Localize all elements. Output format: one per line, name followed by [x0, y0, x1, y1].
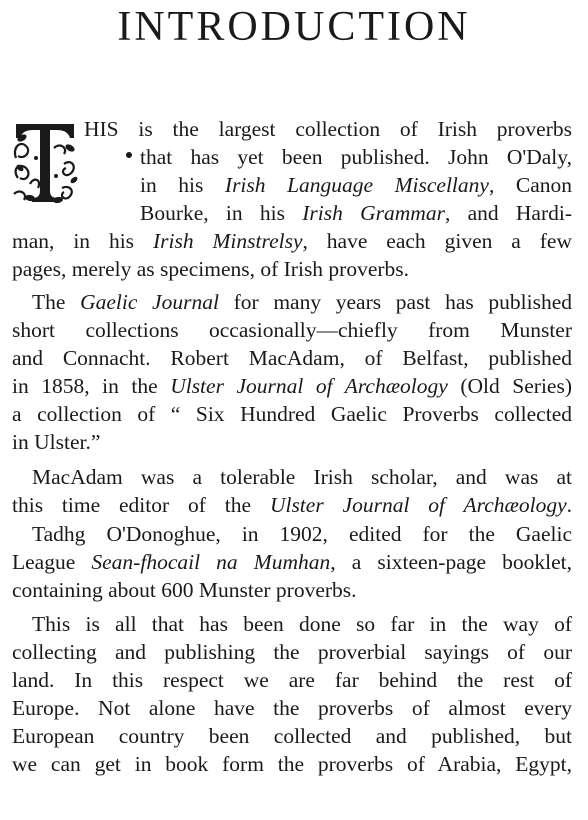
- text-line: and Connacht. Robert MacAdam, of Belfast, published: [12, 346, 572, 370]
- text-line: a collection of “ Six Hundred Gaelic Proverbs collected: [12, 402, 572, 426]
- text-line: HIS is the largest collection of Irish proverbs: [84, 117, 572, 141]
- text-line: Bourke, in his Irish Grammar, and Hardi-: [140, 201, 573, 225]
- ornament-dot: [126, 152, 132, 158]
- text-line: this time editor of the Ulster Journal of Archæology.: [12, 493, 572, 517]
- text-line: League Sean-fhocail na Mumhan, a sixteen-page booklet,: [12, 550, 573, 574]
- decorated-initial-t: [10, 118, 80, 204]
- text-line: MacAdam was a tolerable Irish scholar, and was at: [32, 465, 572, 489]
- text-line: This is all that has been done so far in the way of: [32, 612, 572, 636]
- page-title: INTRODUCTION: [117, 4, 471, 50]
- text-line: pages, merely as specimens, of Irish proverbs.: [12, 257, 410, 281]
- text-line: that has yet been published. John O'Daly,: [140, 145, 572, 169]
- text-line: we can get in book form the proverbs of Arabia, Egypt,: [12, 752, 572, 776]
- text-line: land. In this respect we are far behind the rest of: [12, 668, 572, 692]
- text-line: in Ulster.”: [12, 430, 101, 454]
- text-line: The Gaelic Journal for many years past has published: [32, 290, 572, 314]
- text-line: containing about 600 Munster proverbs.: [12, 578, 357, 602]
- text-line: collecting and publishing the proverbial sayings of our: [12, 640, 572, 664]
- text-line: in 1858, in the Ulster Journal of Archæology (Old Series): [12, 374, 572, 398]
- text-line: European country been collected and published, but: [12, 724, 572, 748]
- text-line: in his Irish Language Miscellany, Canon: [140, 173, 572, 197]
- text-line: Tadhg O'Donoghue, in 1902, edited for the Gaelic: [32, 522, 572, 546]
- text-line: man, in his Irish Minstrelsy, have each given a few: [12, 229, 572, 253]
- text-line: Europe. Not alone have the proverbs of almost every: [12, 696, 572, 720]
- text-line: short collections occasionally—chiefly from Munster: [12, 318, 572, 342]
